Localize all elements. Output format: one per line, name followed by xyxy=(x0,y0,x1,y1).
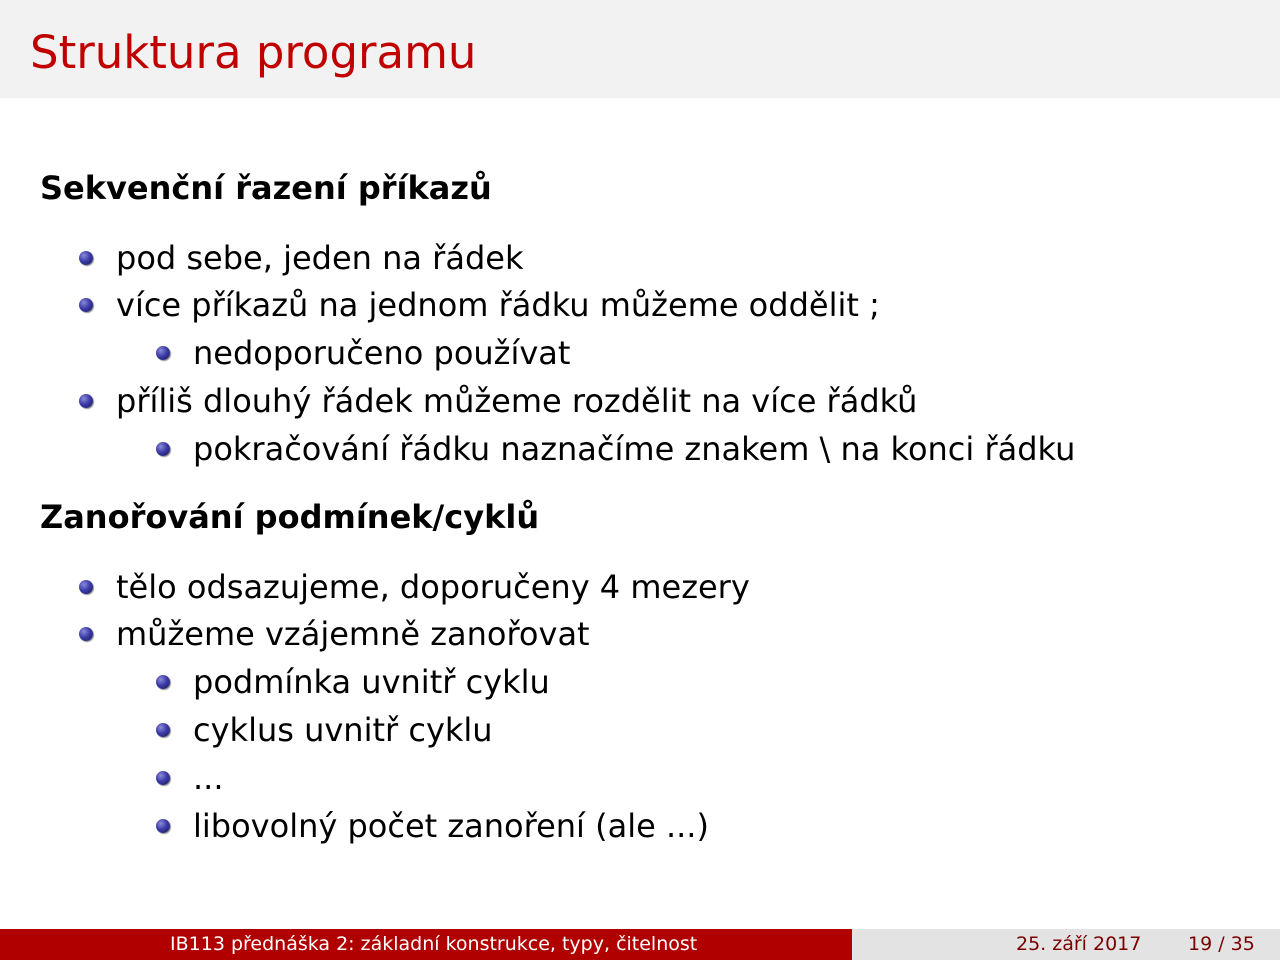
list-item-text: pod sebe, jeden na řádek xyxy=(116,239,524,277)
list-item xyxy=(116,614,590,654)
sub-list-item-text: cyklus uvnitř cyklu xyxy=(193,711,493,749)
bullet-icon xyxy=(79,580,93,594)
sub-list-item xyxy=(193,429,1075,469)
sub-list-item xyxy=(193,710,493,750)
footer xyxy=(0,929,1280,960)
sub-list-item-text: libovolný počet zanoření (ale ...) xyxy=(193,807,709,845)
sub-list-item-text: podmínka uvnitř cyklu xyxy=(193,663,550,701)
bullet-icon xyxy=(156,346,170,360)
footer-course: IB113 přednáška 2: základní konstrukce, typy, čitelnost xyxy=(170,933,698,955)
sub-list-item xyxy=(193,662,550,702)
bullet-icon xyxy=(79,394,93,408)
bullet-icon xyxy=(156,442,170,456)
bullet-icon xyxy=(79,251,93,265)
bullet-icon xyxy=(79,627,93,641)
slide-title: Struktura programu xyxy=(30,26,477,79)
section-heading: Sekvenční řazení příkazů xyxy=(40,169,492,207)
list-item xyxy=(116,567,750,607)
list-item-text: tělo odsazujeme, doporučeny 4 mezery xyxy=(116,568,750,606)
sub-list-item-text: nedoporučeno používat xyxy=(193,334,571,372)
page-number: 19 / 35 xyxy=(1188,933,1255,955)
bullet-icon xyxy=(156,771,170,785)
sub-list-item xyxy=(193,333,570,373)
list-item-text: více příkazů na jednom řádku můžeme oddělit ; xyxy=(116,286,880,324)
sub-list-item xyxy=(193,806,709,846)
sub-list-item xyxy=(193,758,224,798)
sub-list-item-text: ... xyxy=(193,759,224,797)
bullet-icon xyxy=(156,675,170,689)
list-item xyxy=(116,381,917,421)
bullet-icon xyxy=(79,298,93,312)
footer-date: 25. září 2017 xyxy=(1016,933,1142,955)
sub-list-item-text: pokračování řádku naznačíme znakem \ na konci řádku xyxy=(193,430,1076,468)
bullet-icon xyxy=(156,819,170,833)
list-item xyxy=(116,238,523,278)
list-item-text: můžeme vzájemně zanořovat xyxy=(116,615,590,653)
bullet-icon xyxy=(156,723,170,737)
list-item-text: příliš dlouhý řádek můžeme rozdělit na více řádků xyxy=(116,382,918,420)
list-item xyxy=(116,285,880,325)
section-heading: Zanořování podmínek/cyklů xyxy=(40,498,540,536)
